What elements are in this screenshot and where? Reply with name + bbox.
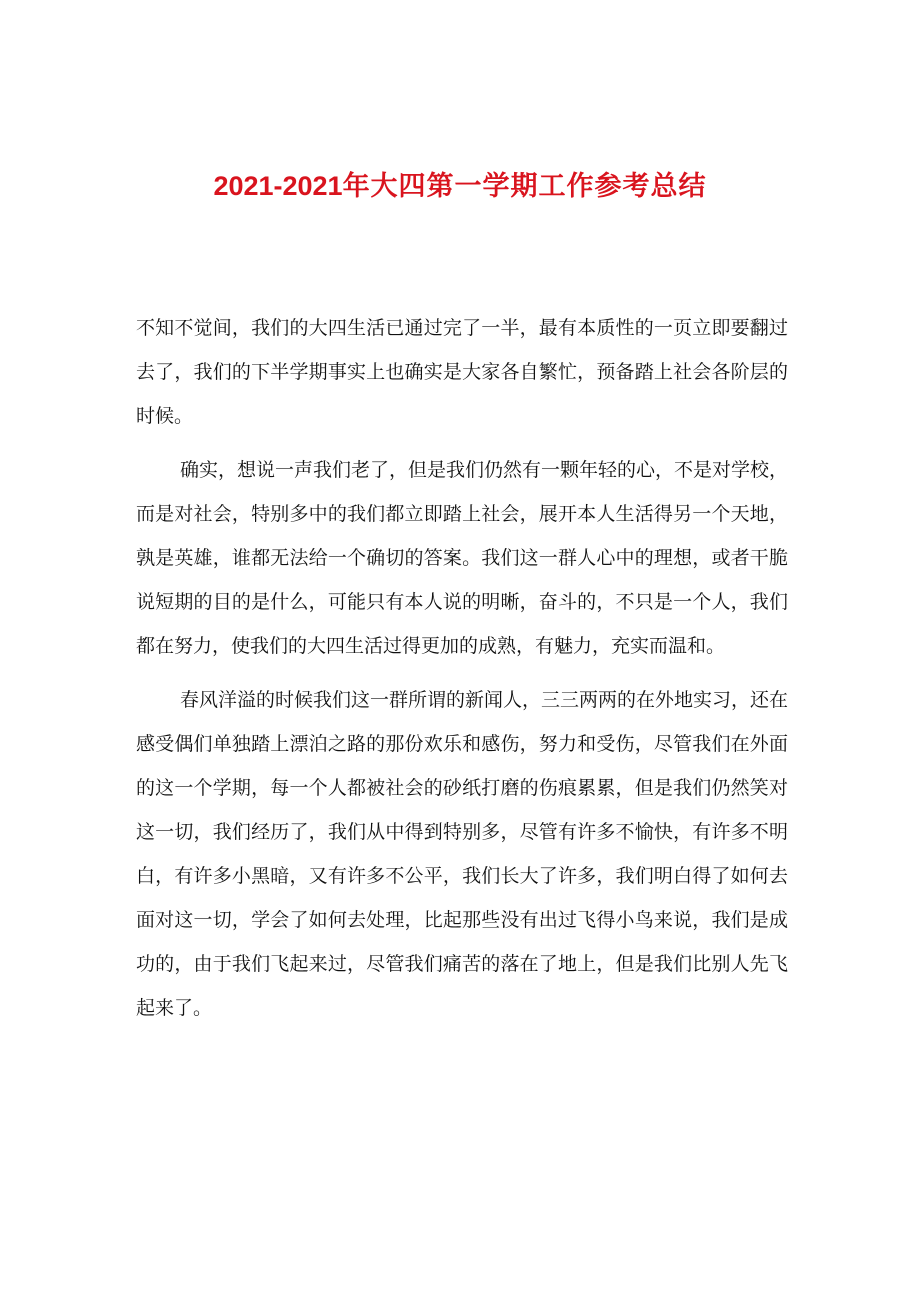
title-text: 年大四第一学期工作参考总结 — [342, 171, 707, 202]
paragraph-3: 春风洋溢的时候我们这一群所谓的新闻人，三三两两的在外地实习，还在感受偶们单独踏上漂泊之路的那份欢乐和感伤，努力和受伤，尽管我们在外面的这一个学期，每一个人都被社会的砂纸打磨的伤痕累累，但是我们仍然笑对这一切，我们经历了，我们从中得到特别多，尽管有许多不愉快，有许多不明白，有许多小黑暗，又有许多不公平，我们长大了许多，我们明白得了如何去面对这一切，学会了如何去处理，比起那些没有出过飞得小鸟来说，我们是成功的，由于我们飞起来过，尽管我们痛苦的落在了地上，但是我们比别人先飞起来了。 — [136, 689, 789, 1019]
paragraph-2: 确实，想说一声我们老了，但是我们仍然有一颗年轻的心，不是对学校，而是对社会，特别多中的我们都立即踏上社会，展开本人生活得另一个天地，孰是英雄，谁都无法给一个确切的答案。我们这一群人心中的理想，或者干脆说短期的目的是什么，可能只有本人说的明晰，奋斗的，不只是一个人，我们都在努力，使我们的大四生活过得更加的成熟，有魅力，充实而温和。 — [136, 459, 789, 657]
paragraph-1: 不知不觉间，我们的大四生活已通过完了一半，最有本质性的一页立即要翻过去了，我们的下半学期事实上也确实是大家各自繁忙，预备踏上社会各阶层的时候。 — [136, 317, 788, 427]
document-title — [0, 166, 920, 207]
title-number: 2021-2021 — [213, 171, 343, 201]
document-body — [136, 306, 788, 1040]
